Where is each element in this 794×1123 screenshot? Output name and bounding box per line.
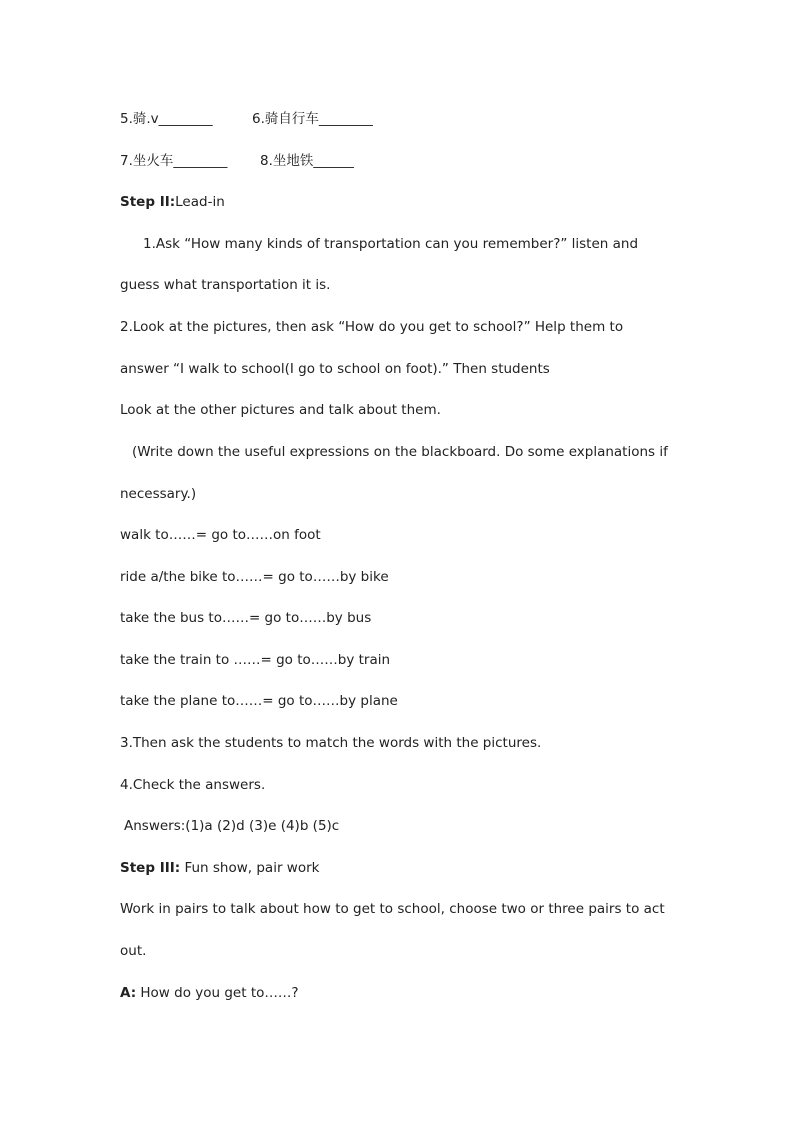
step-2-line-3: 2.Look at the pictures, then ask “How do you get to school?” Help them to (120, 319, 624, 335)
step-2-line-9: 4.Check the answers. (120, 777, 266, 793)
expression-walk: walk to……= go to……on foot (120, 527, 321, 543)
vocab-row-7-8 (120, 152, 354, 170)
step-3-line-2: out. (120, 943, 147, 959)
step-2-line-7: necessary.) (120, 486, 197, 502)
step-2-line-5: Look at the other pictures and talk about them. (120, 402, 441, 418)
vocab-item-8: 8.坐地铁______ (260, 153, 354, 169)
speaker-a-label: A: (120, 985, 137, 1001)
step-2-line-6: (Write down the useful expressions on the blackboard. Do some explanations if (132, 444, 668, 460)
step-3-title: Fun show, pair work (180, 860, 320, 876)
step-2-line-8: 3.Then ask the students to match the words with the pictures. (120, 735, 542, 751)
vocab-item-5: 5.骑.v________ (120, 111, 213, 127)
expression-bus: take the bus to……= go to……by bus (120, 610, 372, 626)
step-2-line-1: 1.Ask “How many kinds of transportation can you remember?” listen and (143, 236, 639, 252)
vocab-item-6: 6.骑自行车________ (252, 111, 373, 127)
expression-train: take the train to ……= go to……by train (120, 652, 391, 668)
step-2-line-2: guess what transportation it is. (120, 277, 331, 293)
step-2-label: Step II: (120, 194, 176, 210)
step-3-label: Step III: (120, 860, 181, 876)
expression-bike: ride a/the bike to……= go to……by bike (120, 569, 389, 585)
dialogue-line-a (120, 984, 299, 1002)
step-2-heading (120, 193, 225, 211)
step-2-line-4: answer “I walk to school(I go to school on foot).” Then students (120, 361, 550, 377)
vocab-row-5-6 (120, 110, 373, 128)
expression-plane: take the plane to……= go to……by plane (120, 693, 398, 709)
step-3-line-1: Work in pairs to talk about how to get to school, choose two or three pairs to act (120, 901, 665, 917)
answers-line: Answers:(1)a (2)d (3)e (4)b (5)c (124, 818, 340, 834)
vocab-item-7: 7.坐火车________ (120, 153, 228, 169)
speaker-a-text: How do you get to……? (136, 985, 299, 1001)
step-3-heading (120, 859, 319, 877)
step-2-title: Lead-in (175, 194, 225, 210)
